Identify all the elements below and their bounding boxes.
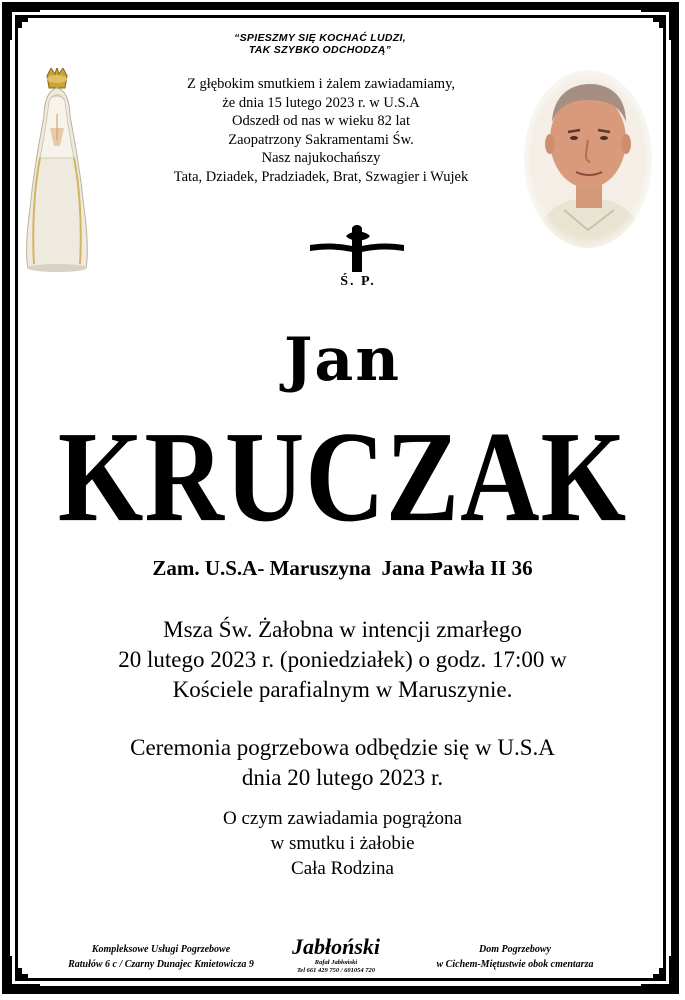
corner-ornament-icon [2, 2, 40, 40]
intro-line: Nasz najukochańszy [261, 150, 381, 167]
last-name: KRUCZAK [57, 404, 628, 549]
first-name: Jan [284, 325, 401, 395]
footer-right-line: Dom Pogrzebowy [479, 944, 551, 955]
footer-left-line: Ratułów 6 c / Czarny Dunajec Kmietowicza 9 [68, 959, 254, 970]
ceremony-line: Ceremonia pogrzebowa odbędzie się w U.S.A [130, 735, 555, 760]
madonna-statue-image [20, 68, 94, 272]
family-line: w smutku i żałobie [270, 833, 415, 854]
footer-left-line: Kompleksowe Usługi Pogrzebowe [91, 944, 231, 955]
mass-line: Msza Św. Żałobna w intencji zmarłego [163, 617, 522, 642]
logo-subtitle: Rafał Jabłoński [314, 959, 358, 966]
ceremony-info [30, 733, 655, 793]
logo-phones: Tel 661 429 750 / 601054 720 [296, 967, 376, 974]
announcement-intro [96, 75, 546, 187]
intro-line: Z głębokim smutkiem i żalem zawiadamiamy, [186, 76, 456, 92]
residence-address: Zam. U.S.A- Maruszyna Jana Pawła II 36 [152, 556, 533, 580]
logo-name: Jabłoński [291, 934, 381, 959]
funeral-home-logo [276, 935, 396, 975]
sp-abbreviation: Ś. P. [340, 274, 376, 289]
motto [150, 32, 490, 56]
corner-ornament-icon [641, 956, 679, 994]
corner-ornament-icon [641, 2, 679, 40]
motto-line: “SPIESZMY SIĘ KOCHAĆ LUDZI, [234, 32, 406, 44]
intro-line: Odszedł od nas w wieku 82 lat [232, 113, 410, 130]
cross-icon [308, 222, 406, 274]
motto-line: TAK SZYBKO ODCHODZĄ” [248, 44, 392, 56]
footer-funeral-services [56, 942, 266, 972]
footer-right-line: w Cichem-Miętustwie obok cmentarza [436, 959, 594, 970]
footer-funeral-home [415, 942, 615, 972]
ceremony-line: dnia 20 lutego 2023 r. [241, 765, 444, 790]
intro-line: Tata, Dziadek, Pradziadek, Brat, Szwagier i Wujek [173, 168, 469, 185]
deceased-portrait-photo [524, 70, 652, 248]
family-line: Cała Rodzina [291, 858, 394, 879]
mass-line: 20 lutego 2023 r. (poniedziałek) o godz. 17:00 w [118, 647, 567, 672]
intro-line: że dnia 15 lutego 2023 r. w U.S.A [222, 94, 420, 111]
mass-line: Kościele parafialnym w Maruszynie. [172, 677, 513, 702]
family-line: O czym zawiadamia pogrążona [223, 808, 462, 829]
funeral-mass-info [30, 615, 655, 705]
corner-ornament-icon [2, 956, 40, 994]
intro-line: Zaopatrzony Sakramentami Św. [228, 131, 414, 148]
family-note [100, 806, 585, 881]
